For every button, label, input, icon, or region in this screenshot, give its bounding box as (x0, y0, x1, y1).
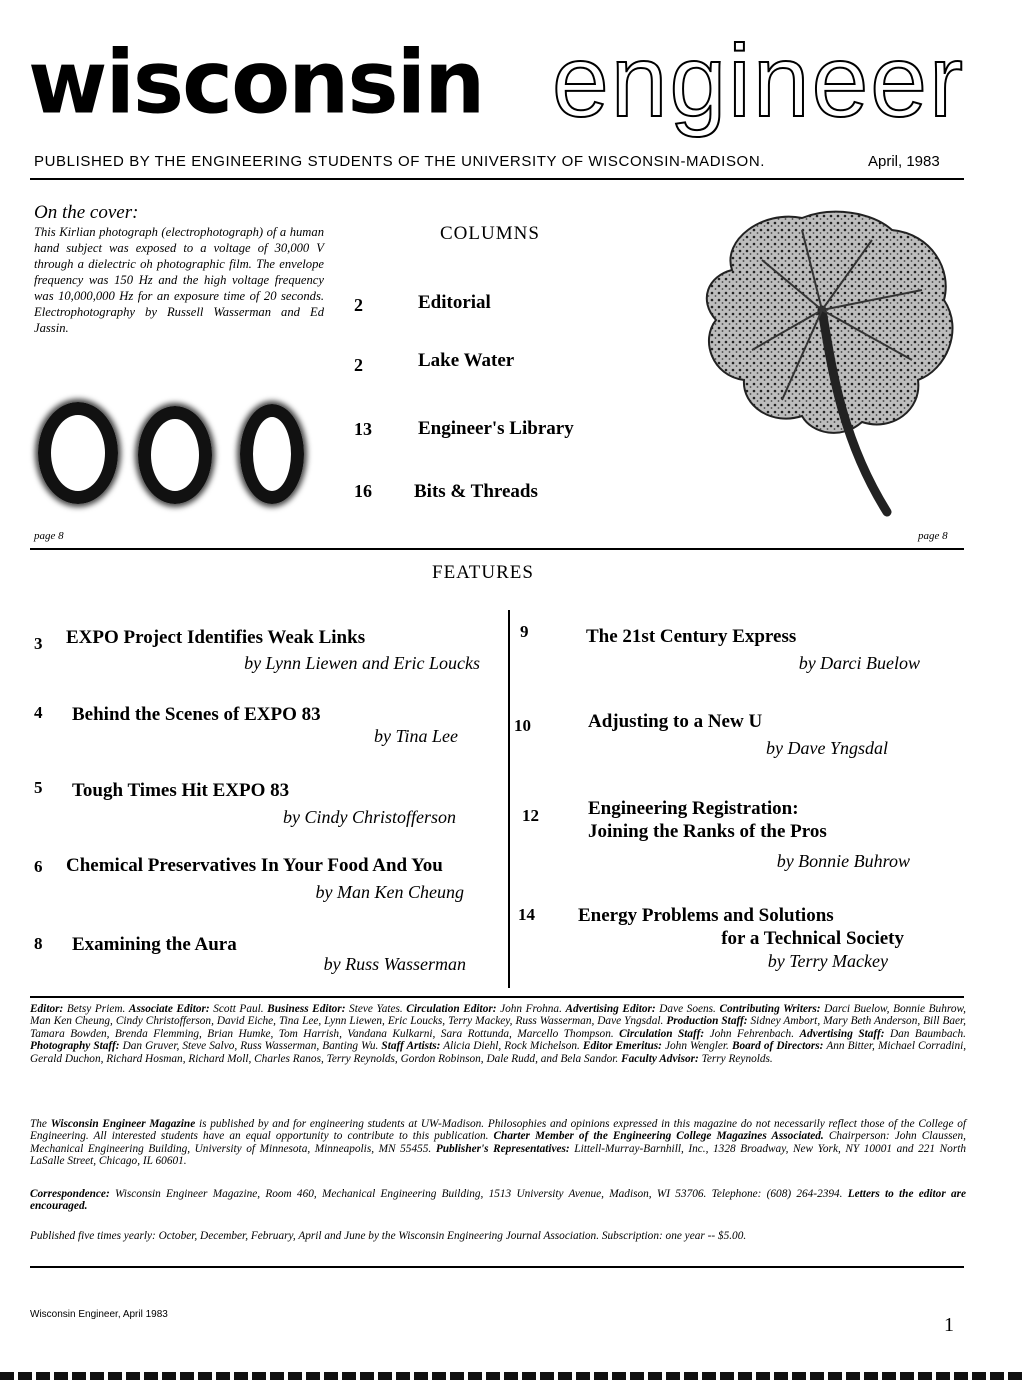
staff-label: Associate Editor: (128, 1003, 210, 1015)
masthead-rule (30, 996, 964, 998)
staff-name: Dave Soens. (659, 1003, 716, 1015)
column-page-engineers-library: 13 (354, 419, 372, 439)
feature-page: 4 (34, 703, 43, 722)
feature-page: 5 (34, 778, 43, 797)
feature-byline: by Terry Mackey (767, 951, 888, 971)
staff-name: Terry Reynolds. (701, 1052, 773, 1065)
staff-name: John Fehrenbach. (709, 1027, 795, 1040)
masthead-wisconsin: wisconsin (28, 32, 484, 134)
feature-byline: by Lynn Liewen and Eric Loucks (244, 653, 480, 673)
feature-title: EXPO Project Identifies Weak Links (66, 627, 366, 648)
about-text: Chairperson: John Claussen, Mechanical Engineering Building, University of Minnesota, Minneapolis, MN 55455. (30, 1130, 967, 1155)
staff-label: Business Editor: (267, 1003, 346, 1015)
about-text: Littell-Murray-Barnhill, Inc., 1328 Broadway, New York, NY 10001 and 221 North LaSalle Street, Chicago, IL 60601. (30, 1142, 967, 1168)
feature-title: Examining the Aura (72, 934, 237, 955)
staff-label: Editor: (30, 1003, 64, 1015)
feature-byline: by Tina Lee (374, 726, 458, 746)
column-title-bits-threads: Bits & Threads (414, 481, 538, 502)
about-bold: Publisher's Representatives: (435, 1142, 570, 1155)
feature-title: Behind the Scenes of EXPO 83 (72, 704, 321, 725)
about-text: The (30, 1118, 47, 1130)
bottom-rule (30, 1266, 964, 1268)
column-page-bits-threads: 16 (354, 481, 372, 501)
masthead-engineer: engineer (552, 24, 965, 138)
column-page-lake-water: 2 (354, 355, 363, 375)
feature-byline: by Darci Buelow (798, 653, 920, 673)
feature-page: 3 (34, 634, 43, 653)
aura-photo (34, 392, 314, 504)
features-divider (508, 610, 510, 988)
correspondence-label: Correspondence: (30, 1188, 110, 1200)
staff-name: Dan Baumbach. (889, 1027, 966, 1040)
column-title-editorial: Editorial (418, 292, 491, 313)
staff-name: Steve Yates. (349, 1003, 403, 1015)
letters-note: Letters to the editor are encouraged. (30, 1188, 967, 1213)
film-edge-strip (0, 1372, 1026, 1380)
feature-page: 12 (522, 806, 539, 825)
subscription-paragraph: Published five times yearly: October, December, February, April and June by the Wisconsin Engineering Journal Association. Subscription: one year -- $5.00. (30, 1230, 747, 1242)
feature-title: Adjusting to a New U (588, 711, 763, 732)
feature-title: Joining the Ranks of the Pros (588, 821, 827, 842)
staff-name: Scott Paul. (213, 1003, 264, 1015)
staff-label: Staff Artists: (381, 1040, 441, 1053)
aura-ring-3 (240, 404, 304, 504)
feature-page: 14 (518, 905, 535, 924)
feature-title: Energy Problems and Solutions (578, 905, 834, 926)
aura-ring-2 (138, 406, 212, 504)
feature-page: 6 (34, 857, 43, 876)
footer-issue: Wisconsin Engineer, April 1983 (30, 1309, 168, 1320)
staff-credits (30, 1003, 966, 1065)
staff-name: Ann Bitter, Michael Corradini, Gerald Duchon, Richard Hosman, Richard Moll, Charles Ranos, Terry Reynolds, Gordon Robinson, Dale Rudd, and Bela Sandor. (30, 1040, 967, 1065)
about-paragraph (30, 1118, 966, 1168)
staff-label: Editor Emeritus: (582, 1040, 662, 1053)
about-bold: Wisconsin Engineer Magazine (50, 1118, 196, 1130)
staff-label: Circulation Editor: (406, 1003, 497, 1015)
mid-rule (30, 548, 964, 550)
staff-name: Sidney Ambort, Mary Beth Anderson, Bill Baer, Tamara Bowden, Brenda Flemming, Brian Humke, Tom Harrish, Vandana Kulkarni, Sara Rottunda, Marcello Thompson. (30, 1015, 966, 1040)
staff-label: Production Staff: (666, 1015, 748, 1028)
feature-page: 9 (520, 622, 529, 641)
feature-page: 8 (34, 934, 43, 953)
photo-caption-right: page 8 (918, 530, 948, 542)
staff-label: Photography Staff: (30, 1040, 120, 1053)
cover-description: This Kirlian photograph (electrophotograph) of a human hand subject was exposed to a voltage of 30,000 V through a dielectric oh photographic film. The envelope frequency was 150 Hz and the high voltage frequency was 10,000,000 Hz for an exposure time of 20 seconds. Electrophotography by Russell Wasserman and Ed Jassin. (34, 225, 324, 335)
feature-title: The 21st Century Express (586, 626, 797, 647)
staff-label: Board of Directors: (731, 1040, 824, 1053)
staff-label: Faculty Advisor: (621, 1052, 699, 1065)
column-page-editorial: 2 (354, 295, 363, 315)
feature-byline: by Bonnie Buhrow (776, 851, 910, 871)
column-title-lake-water: Lake Water (418, 350, 515, 371)
issue-date: April, 1983 (868, 153, 940, 170)
staff-name: Darci Buelow, Bonnie Buhrow, Man Ken Cheung, Cindy Christofferson, David Eiche, Tina Lee, Lynn Liewen, Eric Loucks, Terry Mackey, Russ Wasserman, Dave Yngsdal. (30, 1003, 966, 1028)
published-by-line: PUBLISHED BY THE ENGINEERING STUDENTS OF THE UNIVERSITY OF WISCONSIN-MADISON. (34, 153, 766, 170)
staff-name: John Wengler. (665, 1040, 729, 1053)
feature-title: Chemical Preservatives In Your Food And You (66, 855, 443, 876)
leaf-kirlian-photo (682, 200, 972, 530)
feature-byline: by Man Ken Cheung (315, 882, 464, 902)
feature-byline: by Russ Wasserman (323, 954, 466, 974)
top-rule (30, 178, 964, 180)
about-bold: Charter Member of the Engineering College Magazines Associated. (493, 1130, 824, 1143)
correspondence-paragraph (30, 1188, 966, 1213)
staff-name: Alicia Diehl, Rock Michelson. (443, 1040, 580, 1053)
about-text: is published by and for engineering students at UW-Madison. Philosophies and opinions expressed in this magazine do not necessarily reflect those of the College of Engineering. All interested students have an equal opportunity to contribute to this publication. (30, 1118, 966, 1143)
columns-heading: COLUMNS (440, 223, 540, 244)
staff-label: Advertising Editor: (565, 1003, 656, 1015)
feature-byline: by Dave Yngsdal (766, 738, 888, 758)
staff-label: Contributing Writers: (719, 1003, 821, 1015)
staff-name: John Frohna. (500, 1003, 562, 1015)
column-title-engineers-library: Engineer's Library (418, 418, 574, 439)
feature-title: Tough Times Hit EXPO 83 (72, 780, 290, 801)
photo-caption-left: page 8 (34, 530, 64, 542)
staff-name: Betsy Priem. (66, 1003, 126, 1015)
staff-name: Dan Gruver, Steve Salvo, Russ Wasserman, Banting Wu. (122, 1040, 379, 1053)
page-number: 1 (944, 1314, 954, 1336)
feature-title: Engineering Registration: (588, 798, 799, 819)
staff-label: Advertising Staff: (799, 1027, 885, 1040)
cover-heading: On the cover: (34, 202, 139, 223)
feature-byline: by Cindy Christofferson (282, 807, 456, 827)
features-heading: FEATURES (432, 562, 534, 583)
feature-title: for a Technical Society (721, 928, 904, 949)
staff-label: Circulation Staff: (619, 1027, 705, 1040)
aura-ring-1 (38, 402, 118, 504)
correspondence-text: Wisconsin Engineer Magazine, Room 460, Mechanical Engineering Building, 1513 University Avenue, Madison, WI 53706. Telephone: (608) 264-2394. (114, 1188, 843, 1200)
feature-page: 10 (514, 716, 531, 735)
